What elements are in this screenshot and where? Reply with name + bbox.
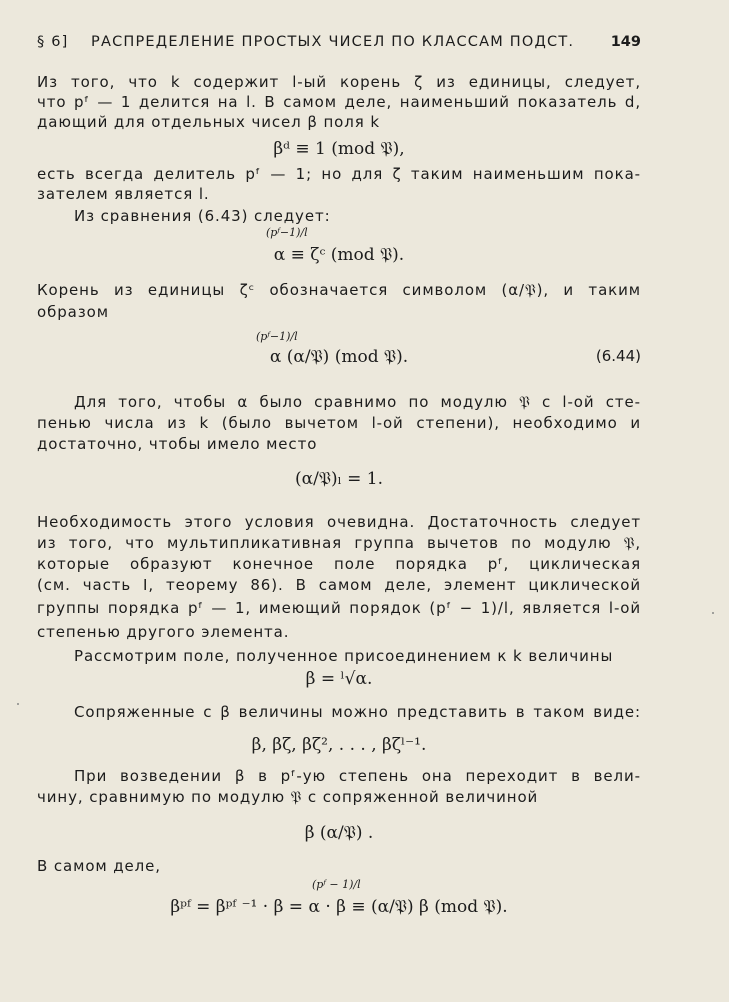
formula: βᵈ ≡ 1 (mod 𝔓), bbox=[273, 139, 405, 159]
text-line: из того, что мультипликативная группа вычетов по модулю 𝔓, bbox=[37, 534, 641, 552]
formula: β = ˡ√α. bbox=[305, 669, 373, 689]
formula-exponent: (pᶠ−1)/l bbox=[256, 330, 298, 343]
text-line: группы порядка pᶠ — 1, имеющий порядок (pᶠ − 1)/l, является l-ой bbox=[37, 599, 641, 617]
text-line: достаточно, чтобы имело место bbox=[37, 435, 318, 453]
text-line: Из сравнения (6.43) следует: bbox=[74, 207, 331, 225]
formula-exponent: (pᶠ − 1)/l bbox=[312, 878, 361, 891]
page-header bbox=[37, 34, 641, 56]
formula: (α/𝔓)ₗ = 1. bbox=[295, 469, 383, 489]
section-marker: § 6] bbox=[37, 34, 69, 50]
formula: β (α/𝔓) . bbox=[304, 823, 374, 843]
running-title: РАСПРЕДЕЛЕНИЕ ПРОСТЫХ ЧИСЕЛ ПО КЛАССАМ ПОДСТ. bbox=[91, 34, 575, 50]
text-line: пенью числа из k (было вычетом l-ой степени), необходимо и bbox=[37, 414, 641, 432]
formula-exponent: (pᶠ−1)/l bbox=[266, 226, 308, 239]
text-line: которые образуют конечное поле порядка pᶠ, циклическая bbox=[37, 555, 641, 573]
formula: βᵖᶠ = βᵖᶠ ⁻¹ · β = α · β ≡ (α/𝔓) β (mod 𝔓). bbox=[170, 897, 508, 917]
text-line: есть всегда делитель pᶠ — 1; но для ζ таким наименьшим пока- bbox=[37, 165, 641, 183]
scan-speck bbox=[17, 703, 19, 705]
scan-speck bbox=[712, 612, 714, 614]
text-line: Для того, чтобы α было сравнимо по модулю 𝔓 с l-ой сте- bbox=[74, 393, 641, 411]
text-line: При возведении β в pᶠ-ую степень она переходит в вели- bbox=[74, 767, 641, 785]
text-line: дающий для отдельных чисел β поля k bbox=[37, 113, 380, 131]
text-line: что pᶠ — 1 делится на l. В самом деле, наименьший показатель d, bbox=[37, 93, 641, 111]
text-line: Сопряженные с β величины можно представить в таком виде: bbox=[74, 703, 641, 721]
page-number: 149 bbox=[610, 34, 641, 50]
formula: α (α/𝔓) (mod 𝔓). bbox=[269, 347, 409, 367]
formula: β, βζ, βζ², . . . , βζˡ⁻¹. bbox=[251, 735, 427, 755]
text-line: В самом деле, bbox=[37, 857, 161, 875]
text-line: Из того, что k содержит l-ый корень ζ из единицы, следует, bbox=[37, 73, 641, 91]
text-line: зателем является l. bbox=[37, 185, 210, 203]
text-line: образом bbox=[37, 303, 109, 321]
formula: α ≡ ζᶜ (mod 𝔓). bbox=[273, 245, 405, 265]
text-line: Корень из единицы ζᶜ обозначается символом (α/𝔓), и таким bbox=[37, 281, 641, 299]
text-line: чину, сравнимую по модулю 𝔓 с сопряженной величиной bbox=[37, 788, 539, 806]
equation-number: (6.44) bbox=[595, 347, 641, 365]
text-line: степенью другого элемента. bbox=[37, 623, 290, 641]
text-line: Рассмотрим поле, полученное присоединением к k величины bbox=[74, 647, 614, 665]
text-line: (см. часть I, теорему 86). В самом деле, элемент циклической bbox=[37, 576, 641, 594]
text-line: Необходимость этого условия очевидна. Достаточность следует bbox=[37, 513, 641, 531]
